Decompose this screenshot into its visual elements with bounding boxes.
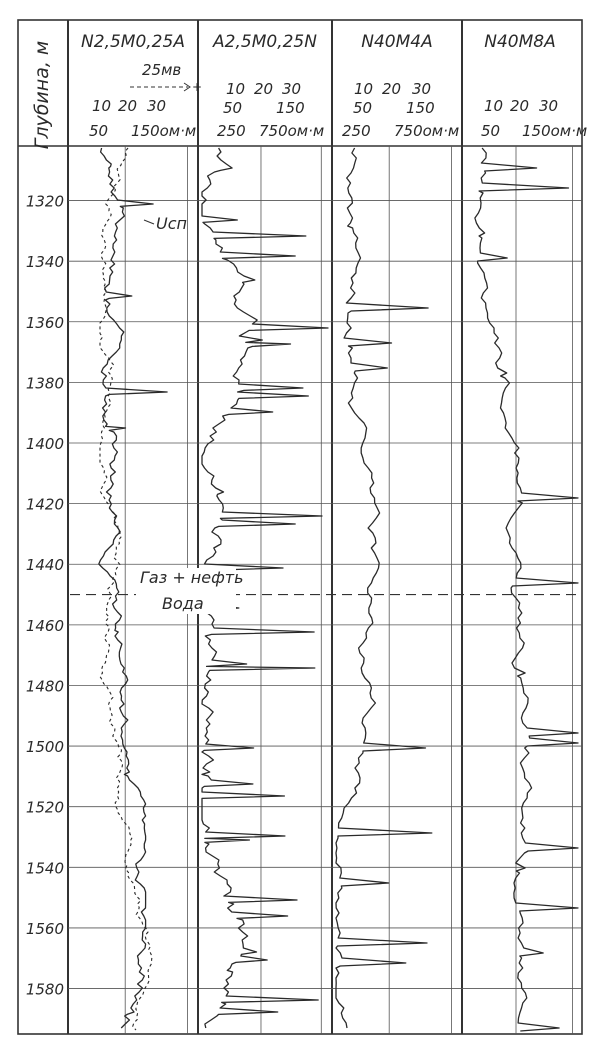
scale-tick: 150 xyxy=(276,99,305,117)
depth-tick-label: 1400 xyxy=(25,435,64,454)
plus-sign: + xyxy=(192,80,203,94)
scale-tick: 20 xyxy=(254,80,274,98)
scale-tick: 150 xyxy=(406,99,435,117)
scale-tick: 250 xyxy=(342,122,371,140)
track-title: N2,5M0,25A xyxy=(81,32,185,52)
contact-label-above: Газ + нефть xyxy=(140,568,244,587)
scale-tick: 30 xyxy=(147,97,167,115)
sp-scale-label: 25мв xyxy=(142,61,182,79)
scale-tick: 20 xyxy=(118,97,138,115)
scale-tick: 750ом·м xyxy=(259,122,325,140)
scale-tick: 50 xyxy=(223,99,243,117)
scale-tick: 30 xyxy=(539,97,559,115)
depth-tick-label: 1520 xyxy=(25,798,64,817)
scale-tick: 50 xyxy=(481,122,501,140)
sp-label-leader xyxy=(144,220,154,224)
scale-tick: 10 xyxy=(92,97,112,115)
scale-tick: 10 xyxy=(484,97,504,115)
scale-tick: 50 xyxy=(353,99,373,117)
scale-tick: 150ом·м xyxy=(522,122,588,140)
depth-tick-label: 1420 xyxy=(25,495,64,514)
scale-tick: 50 xyxy=(89,122,109,140)
scale-tick: 30 xyxy=(282,80,302,98)
depth-tick-label: 1460 xyxy=(25,616,64,635)
depth-tick-label: 1380 xyxy=(25,374,64,393)
track-title: N40M4A xyxy=(361,32,433,52)
depth-tick-label: 1540 xyxy=(25,859,64,878)
scale-tick: 150ом·м xyxy=(131,122,197,140)
scale-tick: 10 xyxy=(354,80,374,98)
depth-tick-label: 1440 xyxy=(25,556,64,575)
scale-tick: 30 xyxy=(412,80,432,98)
track-title: A2,5M0,25N xyxy=(213,32,317,52)
track-title: N40M8A xyxy=(484,32,556,52)
depth-tick-labels xyxy=(26,193,64,999)
resistivity-curve xyxy=(336,148,432,1028)
scale-tick: 10 xyxy=(226,80,246,98)
sp-curve-label: Uсп xyxy=(156,214,187,233)
depth-tick-label: 1500 xyxy=(25,738,64,757)
scale-tick: 250 xyxy=(217,122,246,140)
scale-tick: 20 xyxy=(510,97,530,115)
depth-tick-label: 1320 xyxy=(25,192,64,211)
scale-tick: 750ом·м xyxy=(394,122,460,140)
depth-tick-label: 1340 xyxy=(25,253,64,272)
resistivity-curve xyxy=(475,148,578,1031)
depth-tick-label: 1560 xyxy=(25,919,64,938)
depth-tick-label: 1480 xyxy=(25,677,64,696)
depth-tick-label: 1360 xyxy=(25,313,64,332)
scale-tick: 20 xyxy=(382,80,402,98)
contact-label-below: Вода xyxy=(162,594,204,613)
depth-axis-label: Глубина, м xyxy=(31,40,53,150)
depth-tick-label: 1580 xyxy=(25,980,64,999)
chart-frame xyxy=(18,20,582,1034)
